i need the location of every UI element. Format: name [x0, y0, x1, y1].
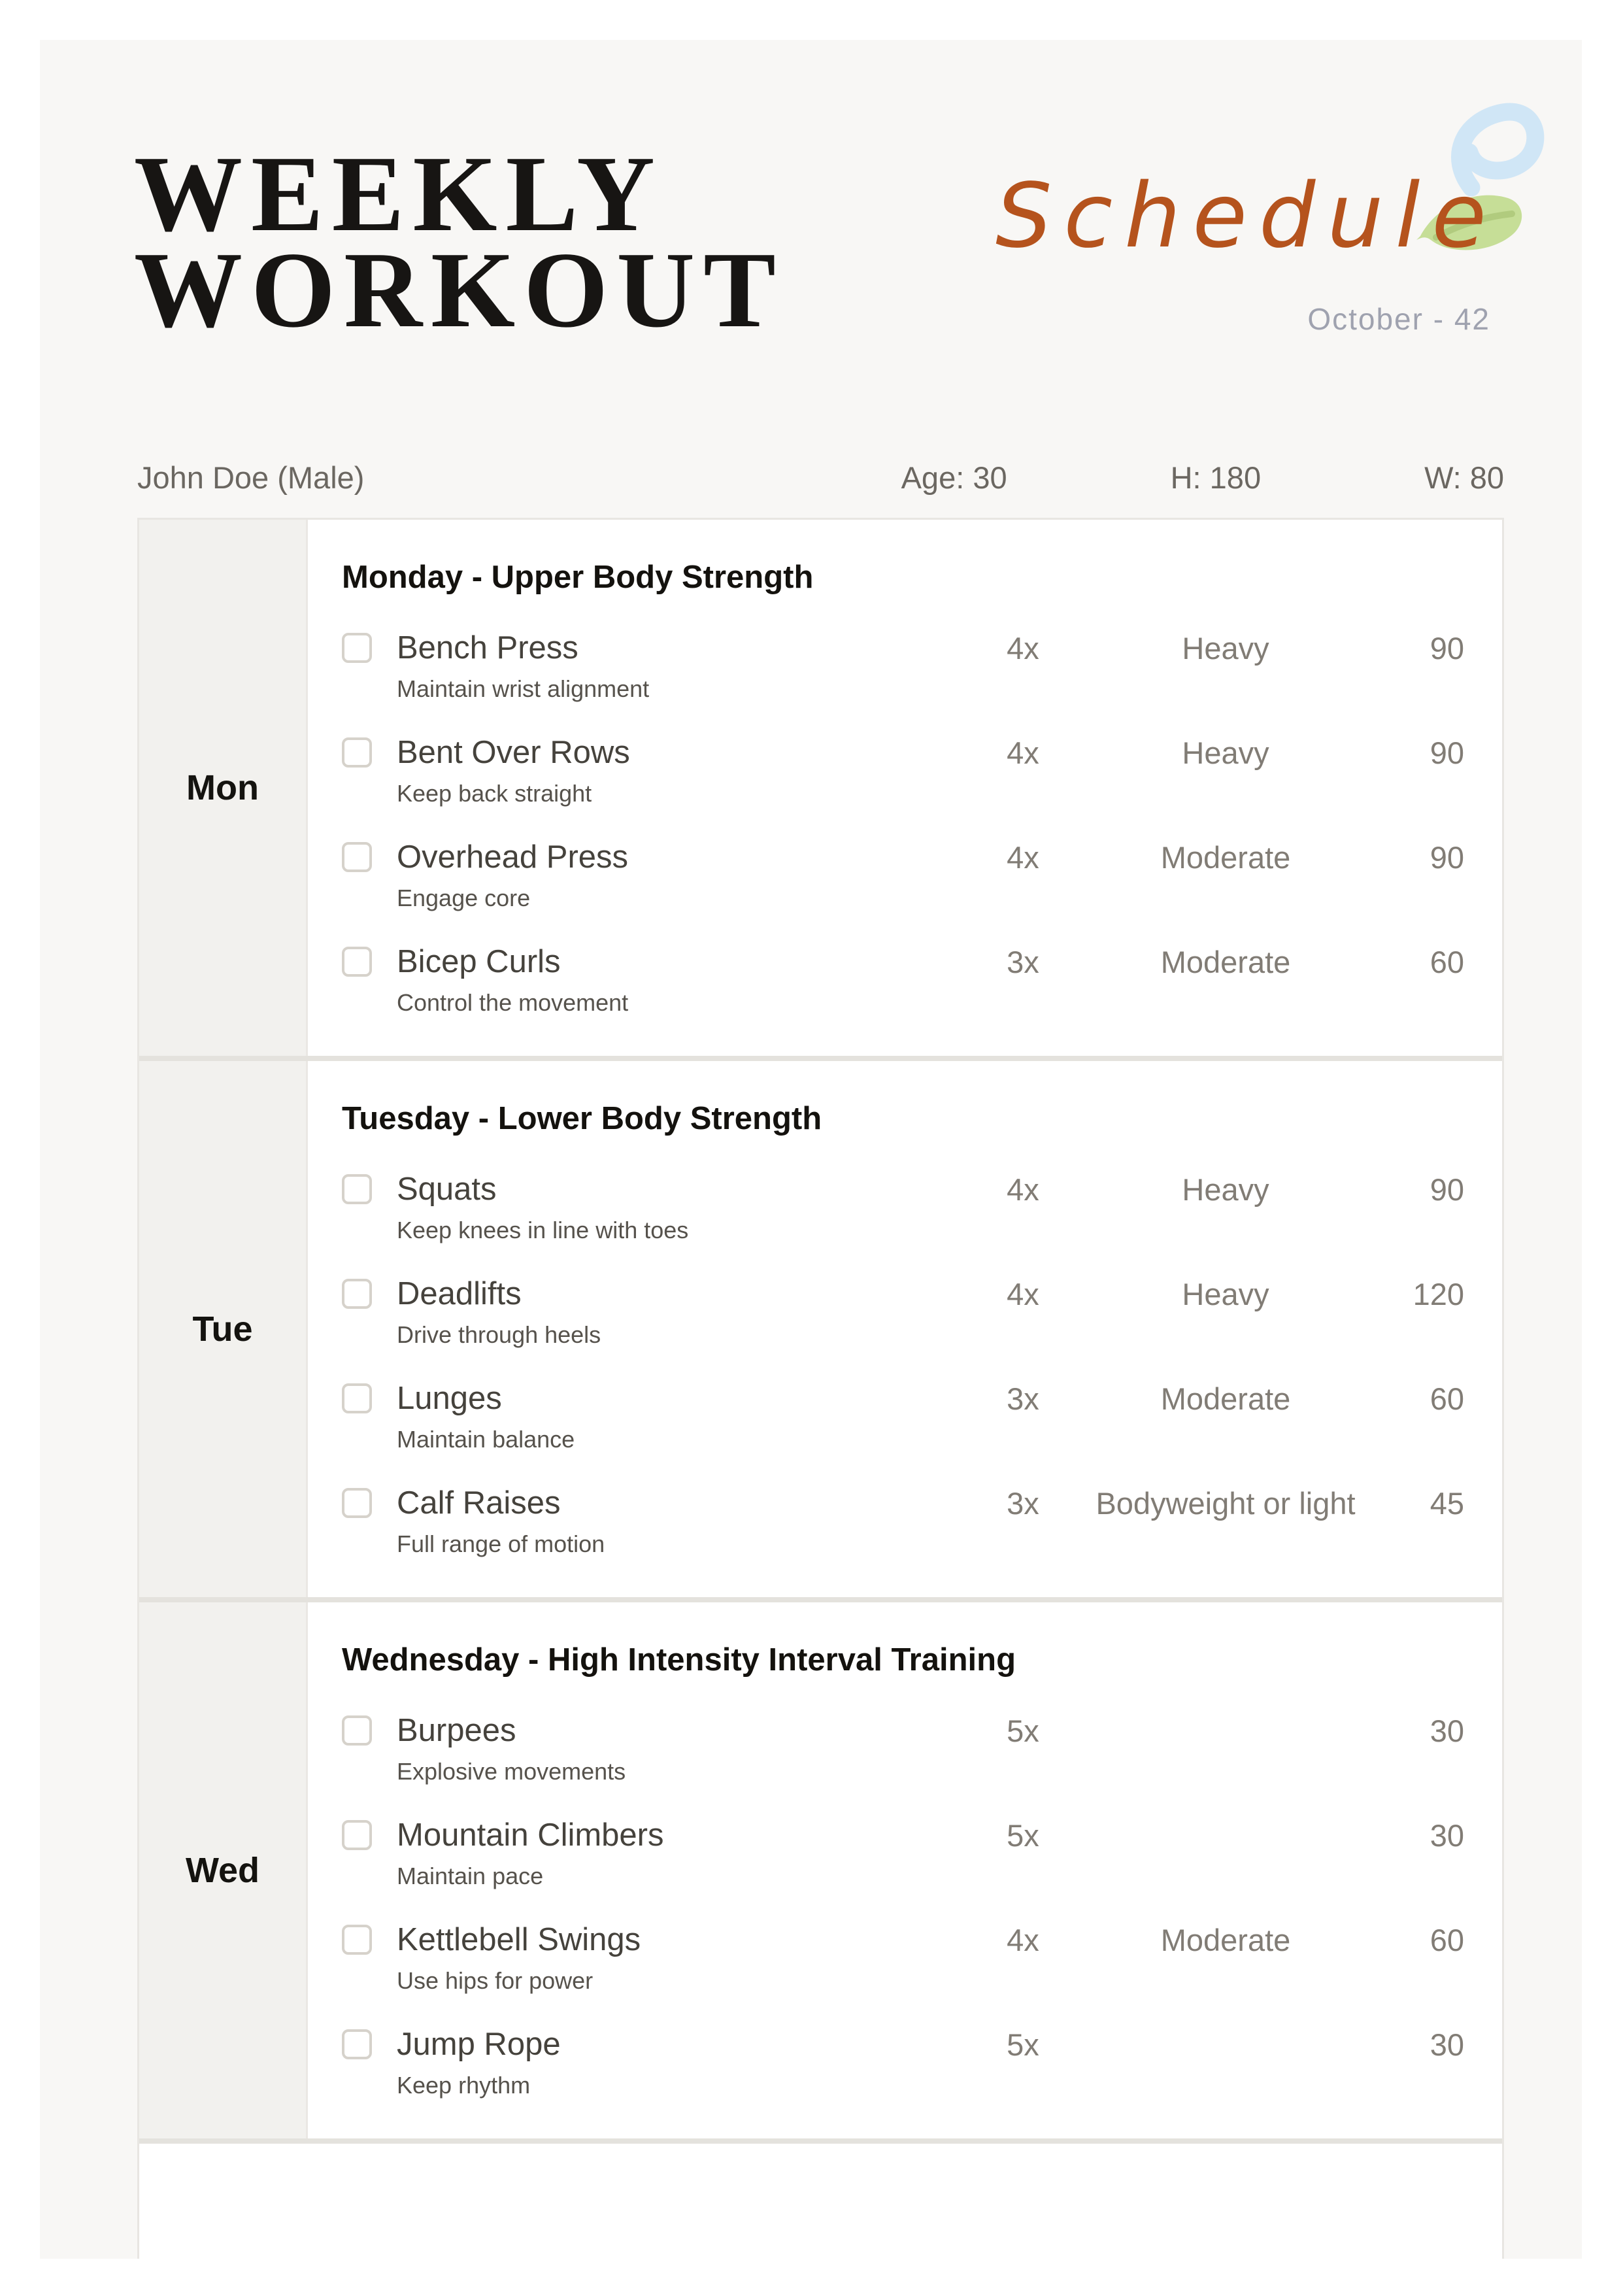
exercise-checkbox[interactable] — [342, 1383, 372, 1413]
section-divider — [139, 1056, 1502, 1061]
exercise-intensity: Heavy — [1182, 1172, 1269, 1207]
exercise-row — [342, 2026, 1464, 2099]
exercise-name: Bicep Curls — [397, 944, 561, 979]
exercise-checkbox[interactable] — [342, 1174, 372, 1204]
exercise-row — [342, 1712, 1464, 1785]
exercise-name: Deadlifts — [397, 1276, 522, 1311]
exercise-sets: 4x — [1007, 630, 1039, 666]
exercise-checkbox[interactable] — [342, 842, 372, 872]
exercise-duration: 30 — [1430, 1817, 1464, 1853]
page-title — [134, 133, 784, 350]
exercise-row — [342, 1275, 1464, 1349]
exercise-duration: 30 — [1430, 2027, 1464, 2062]
exercise-checkbox[interactable] — [342, 1925, 372, 1955]
next-day-section-cutoff — [139, 2144, 1502, 2259]
section-title: Tuesday - Lower Body Strength — [342, 1101, 822, 1136]
day-content — [308, 1602, 1502, 2138]
schedule-table — [137, 518, 1504, 2259]
section-divider — [139, 1597, 1502, 1602]
exercise-note: Control the movement — [397, 989, 629, 1016]
exercise-duration: 60 — [1430, 1381, 1464, 1416]
exercise-note: Engage core — [397, 885, 531, 911]
exercise-row — [342, 1171, 1464, 1244]
exercise-sets: 3x — [1007, 1485, 1039, 1521]
exercise-sets: 4x — [1007, 1276, 1039, 1311]
day-label: Mon — [139, 520, 308, 1056]
exercise-name: Calf Raises — [397, 1485, 561, 1521]
exercise-sets: 4x — [1007, 1922, 1039, 1957]
exercise-duration: 30 — [1430, 1713, 1464, 1748]
exercise-sets: 4x — [1007, 1172, 1039, 1207]
exercise-duration: 90 — [1430, 735, 1464, 770]
exercise-duration: 60 — [1430, 944, 1464, 979]
exercise-name: Jump Rope — [397, 2027, 561, 2062]
exercise-checkbox[interactable] — [342, 947, 372, 977]
exercise-sets: 5x — [1007, 2027, 1039, 2062]
exercise-sets: 3x — [1007, 1381, 1039, 1416]
section-title: Monday - Upper Body Strength — [342, 560, 814, 595]
exercise-duration: 90 — [1430, 839, 1464, 875]
exercise-sets: 5x — [1007, 1713, 1039, 1748]
exercise-checkbox[interactable] — [342, 1279, 372, 1309]
athlete-age: Age: 30 — [901, 460, 1007, 495]
date-subtitle: October - 42 — [1307, 302, 1490, 336]
exercise-note: Maintain pace — [397, 1863, 544, 1889]
exercise-row — [342, 943, 1464, 1017]
exercise-note: Keep back straight — [397, 780, 592, 807]
exercise-name: Burpees — [397, 1713, 516, 1748]
exercise-duration: 90 — [1430, 1172, 1464, 1207]
day-section — [139, 1061, 1502, 1597]
exercise-name: Overhead Press — [397, 839, 629, 875]
day-section — [139, 520, 1502, 1056]
exercise-row — [342, 630, 1464, 703]
script-title: Schedule — [996, 165, 1498, 268]
exercise-intensity: Heavy — [1182, 1276, 1269, 1311]
exercise-note: Use hips for power — [397, 1967, 594, 1994]
exercise-row — [342, 1485, 1464, 1558]
page-title-line2: WORKOUT — [134, 229, 784, 350]
exercise-row — [342, 839, 1464, 912]
section-divider — [139, 2138, 1502, 2144]
exercise-name: Bench Press — [397, 630, 578, 666]
exercise-row — [342, 1817, 1464, 1890]
section-title: Wednesday - High Intensity Interval Training — [342, 1642, 1016, 1678]
exercise-row — [342, 1921, 1464, 1995]
exercise-intensity: Heavy — [1182, 735, 1269, 770]
exercise-intensity: Bodyweight or light — [1096, 1485, 1356, 1521]
exercise-row — [342, 1380, 1464, 1453]
athlete-height: H: 180 — [1170, 460, 1262, 495]
page-title-line1: WEEKLY — [134, 133, 663, 254]
exercise-checkbox[interactable] — [342, 737, 372, 768]
exercise-duration: 120 — [1413, 1276, 1464, 1311]
exercise-note: Keep rhythm — [397, 2072, 531, 2099]
exercise-row — [342, 734, 1464, 807]
exercise-intensity: Heavy — [1182, 630, 1269, 666]
exercise-name: Bent Over Rows — [397, 735, 630, 770]
exercise-duration: 90 — [1430, 630, 1464, 666]
exercise-note: Maintain wrist alignment — [397, 675, 650, 702]
athlete-name: John Doe (Male) — [137, 460, 365, 495]
exercise-note: Maintain balance — [397, 1426, 575, 1453]
athlete-meta-row — [137, 460, 1504, 496]
day-section — [139, 1602, 1502, 2138]
exercise-name: Mountain Climbers — [397, 1817, 664, 1853]
exercise-checkbox[interactable] — [342, 1820, 372, 1850]
exercise-name: Squats — [397, 1172, 497, 1207]
exercise-note: Full range of motion — [397, 1530, 605, 1557]
exercise-checkbox[interactable] — [342, 1715, 372, 1746]
exercise-intensity: Moderate — [1160, 1381, 1291, 1416]
day-content — [308, 520, 1502, 1056]
exercise-duration: 45 — [1430, 1485, 1464, 1521]
exercise-intensity: Moderate — [1160, 839, 1291, 875]
exercise-sets: 4x — [1007, 735, 1039, 770]
exercise-note: Keep knees in line with toes — [397, 1217, 689, 1243]
exercise-sets: 4x — [1007, 839, 1039, 875]
exercise-checkbox[interactable] — [342, 1488, 372, 1518]
exercise-duration: 60 — [1430, 1922, 1464, 1957]
exercise-sets: 3x — [1007, 944, 1039, 979]
exercise-intensity: Moderate — [1160, 944, 1291, 979]
exercise-note: Explosive movements — [397, 1758, 626, 1785]
day-content — [308, 1061, 1502, 1597]
page-card — [40, 40, 1582, 2259]
exercise-checkbox[interactable] — [342, 633, 372, 663]
day-label: Wed — [139, 1602, 308, 2138]
exercise-note: Drive through heels — [397, 1321, 601, 1348]
exercise-name: Lunges — [397, 1381, 502, 1416]
exercise-name: Kettlebell Swings — [397, 1922, 641, 1957]
exercise-intensity: Moderate — [1160, 1922, 1291, 1957]
exercise-checkbox[interactable] — [342, 2029, 372, 2059]
athlete-weight: W: 80 — [1424, 460, 1504, 495]
day-label: Tue — [139, 1061, 308, 1597]
exercise-sets: 5x — [1007, 1817, 1039, 1853]
